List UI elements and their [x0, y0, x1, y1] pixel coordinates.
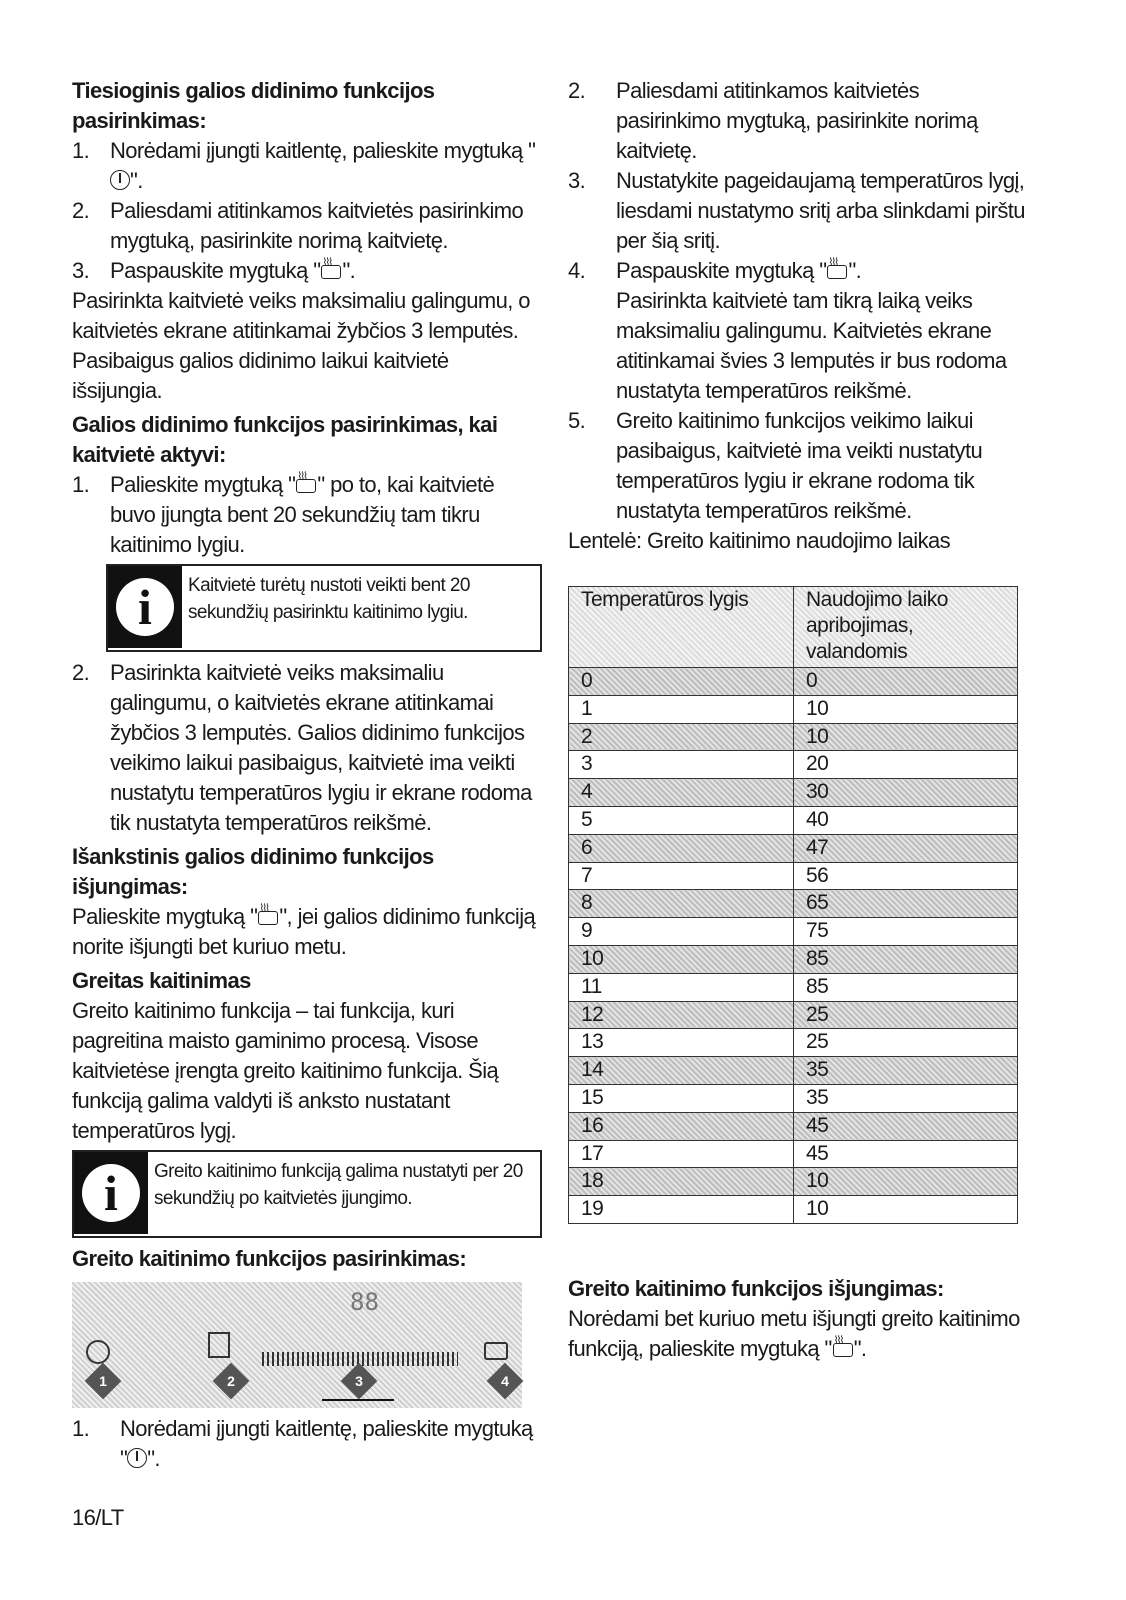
table-cell: 18 — [569, 1168, 794, 1196]
table-cell: 5 — [569, 806, 794, 834]
quick-step-1: 1. Norėdami įjungti kaitlentę, palieskite mygtuką " ". — [72, 1416, 533, 1471]
table-cell: 75 — [794, 918, 1018, 946]
table-cell: 65 — [794, 890, 1018, 918]
table-row — [569, 862, 1018, 890]
table-header-cell: Naudojimo laiko apribojimas, valandomis — [794, 587, 1018, 668]
power-icon — [110, 170, 130, 190]
table-cell: 17 — [569, 1140, 794, 1168]
table-row — [569, 890, 1018, 918]
boost-icon — [320, 258, 342, 280]
info-icon: i — [74, 1152, 148, 1234]
page-number: 16/LT — [72, 1505, 124, 1530]
digit-display: 88 — [350, 1288, 379, 1316]
table-row — [569, 973, 1018, 1001]
table-row — [569, 751, 1018, 779]
right-step-5: 5. Greito kaitinimo funkcijos veikimo laikui pasibaigus, kaitvietė ima veikti nustatytu temperatūros lygiu ir ekrane rodoma tik nustatyta temperatūros reikšmė. — [568, 408, 983, 523]
table-cell: 0 — [569, 668, 794, 696]
table-cell: 4 — [569, 779, 794, 807]
quick-off-description: Norėdami bet kuriuo metu išjungti greito kaitinimo funkciją, palieskite mygtuką "⌇⌇⌇ ". — [568, 1304, 1028, 1364]
table-cell: 10 — [569, 945, 794, 973]
table-cell: 10 — [794, 695, 1018, 723]
table-cell: 0 — [794, 668, 1018, 696]
right-column — [568, 76, 1028, 1364]
info-note-2: i Greito kaitinimo funkciją galima nustatyti per 20 sekundžių po kaitvietės įjungimo. — [72, 1150, 542, 1238]
active-step-2: 2. Pasirinkta kaitvietė veiks maksimaliu galingumu, o kaitvietės ekrane atitinkamai žybčios 3 lemputės. Galios didinimo funkcijos veikimo laikui pasibaigus, kaitvietė ima veikti nustatytu temperatūros lygiu ir ekrane rodoma tik nustatyta temperatūros reikšmė. — [72, 660, 532, 835]
marker-2: 2 — [213, 1363, 250, 1400]
heading-boost-off: Išankstinis galios didinimo funkcijos išjungimas: — [72, 844, 434, 899]
table-cell: 45 — [794, 1112, 1018, 1140]
table-row — [569, 695, 1018, 723]
quick-heating-description: Greito kaitinimo funkcija – tai funkcija, kuri pagreitina maisto gaminimo procesą. Visose kaitvietėse įrengta greito kaitinimo funkcija. Šią funkciją galima valdyti iš anksto nustatant temperatūros lygį. — [72, 998, 499, 1143]
boost-icon — [295, 472, 317, 494]
table-cell: 19 — [569, 1196, 794, 1224]
table-cell: 85 — [794, 973, 1018, 1001]
heading-quick-off: Greito kaitinimo funkcijos išjungimas: — [568, 1275, 944, 1301]
right-step-3: 3. Nustatykite pageidaujamą temperatūros lygį, liesdami nustatymo sritį arba slinkdami pirštu per šią sritį. — [568, 168, 1025, 253]
table-cell: 10 — [794, 1196, 1018, 1224]
table-cell: 20 — [794, 751, 1018, 779]
active-step-1: 1. Palieskite mygtuką "⌇⌇⌇ " po to, kai kaitvietė buvo įjungta bent 20 sekundžių tam tikru kaitinimo lygiu. — [72, 470, 542, 560]
control-panel-illustration — [72, 1282, 522, 1408]
table-cell: 25 — [794, 1029, 1018, 1057]
table-cell: 10 — [794, 723, 1018, 751]
table-row — [569, 806, 1018, 834]
table-cell: 2 — [569, 723, 794, 751]
heading-quick-select: Greito kaitinimo funkcijos pasirinkimas: — [72, 1246, 467, 1271]
heading-boost-select: Tiesioginis galios didinimo funkcijos pasirinkimas: — [72, 78, 435, 133]
table-cell: 3 — [569, 751, 794, 779]
table-cell: 15 — [569, 1084, 794, 1112]
table-row — [569, 1057, 1018, 1085]
right-step-2: 2. Paliesdami atitinkamos kaitvietės pasirinkimo mygtuką, pasirinkite norimą kaitvietę. — [568, 78, 978, 163]
boost-icon — [484, 1342, 508, 1360]
table-row — [569, 918, 1018, 946]
table-row — [569, 1196, 1018, 1224]
table-cell: 10 — [794, 1168, 1018, 1196]
heading-boost-active: Galios didinimo funkcijos pasirinkimas, kai kaitvietė aktyvi: — [72, 412, 498, 467]
step-3: 3. Paspauskite mygtuką "⌇⌇⌇ ". — [72, 256, 542, 286]
table-cell: 1 — [569, 695, 794, 723]
table-cell: 6 — [569, 834, 794, 862]
zone-select-icon — [208, 1332, 230, 1358]
table-cell: 8 — [569, 890, 794, 918]
table-row — [569, 1140, 1018, 1168]
table-cell: 56 — [794, 862, 1018, 890]
left-column — [72, 76, 542, 1474]
table-header-cell: Temperatūros lygis — [569, 587, 794, 668]
boost-icon — [257, 904, 279, 926]
step-1: 1. Norėdami įjungti kaitlentę, palieskite mygtuką "". — [72, 138, 536, 193]
table-cell: 85 — [794, 945, 1018, 973]
marker-3: 3 — [341, 1363, 378, 1400]
slide-arrow-icon — [322, 1399, 394, 1401]
table-cell: 7 — [569, 862, 794, 890]
table-cell: 16 — [569, 1112, 794, 1140]
table-cell: 30 — [794, 779, 1018, 807]
boost-off-description: Palieskite mygtuką "⌇⌇⌇ ", jei galios didinimo funkciją norite išjungti bet kuriuo metu. — [72, 902, 542, 962]
table-cell: 40 — [794, 806, 1018, 834]
table-row — [569, 723, 1018, 751]
table-row — [569, 1029, 1018, 1057]
right-step-4: 4. Paspauskite mygtuką "⌇⌇⌇ ". Pasirinkta kaitvietė tam tikrą laiką veiks maksimaliu galingumu. Kaitvietės ekrane atitinkamai švies 3 lemputės ir bus rodoma nustatyta temperatūros reikšmė. — [568, 256, 1028, 406]
table-row — [569, 779, 1018, 807]
table-row — [569, 1168, 1018, 1196]
table-row — [569, 1112, 1018, 1140]
marker-4: 4 — [487, 1363, 524, 1400]
table-row — [569, 668, 1018, 696]
table-row — [569, 834, 1018, 862]
info-icon: i — [108, 566, 182, 648]
table-cell: 12 — [569, 1001, 794, 1029]
table-cell: 13 — [569, 1029, 794, 1057]
table-row — [569, 1001, 1018, 1029]
power-icon — [127, 1448, 147, 1468]
info-note-1: i Kaitvietė turėtų nustoti veikti bent 20 sekundžių pasirinktu kaitinimo lygiu. — [106, 564, 542, 652]
marker-1: 1 — [85, 1363, 122, 1400]
power-icon — [86, 1340, 110, 1364]
table-cell: 25 — [794, 1001, 1018, 1029]
quick-heating-table — [568, 586, 1018, 1224]
table-header-row — [569, 587, 1018, 668]
table-cell: 45 — [794, 1140, 1018, 1168]
step-2: 2. Paliesdami atitinkamos kaitvietės pasirinkimo mygtuką, pasirinkite norimą kaitvietę. — [72, 198, 524, 253]
table-row — [569, 945, 1018, 973]
boost-icon — [832, 1336, 854, 1358]
table-cell: 14 — [569, 1057, 794, 1085]
boost-icon — [826, 258, 848, 280]
table-caption: Lentelė: Greito kaitinimo naudojimo laikas — [568, 528, 951, 553]
heading-quick-heating: Greitas kaitinimas — [72, 968, 251, 993]
boost-description: Pasirinkta kaitvietė veiks maksimaliu galingumu, o kaitvietės ekrane atitinkamai žybčios 3 lemputės. Pasibaigus galios didinimo laikui kaitvietė išsijungia. — [72, 288, 530, 403]
table-cell: 47 — [794, 834, 1018, 862]
table-cell: 35 — [794, 1084, 1018, 1112]
table-cell: 11 — [569, 973, 794, 1001]
table-cell: 35 — [794, 1057, 1018, 1085]
table-cell: 9 — [569, 918, 794, 946]
table-row — [569, 1084, 1018, 1112]
